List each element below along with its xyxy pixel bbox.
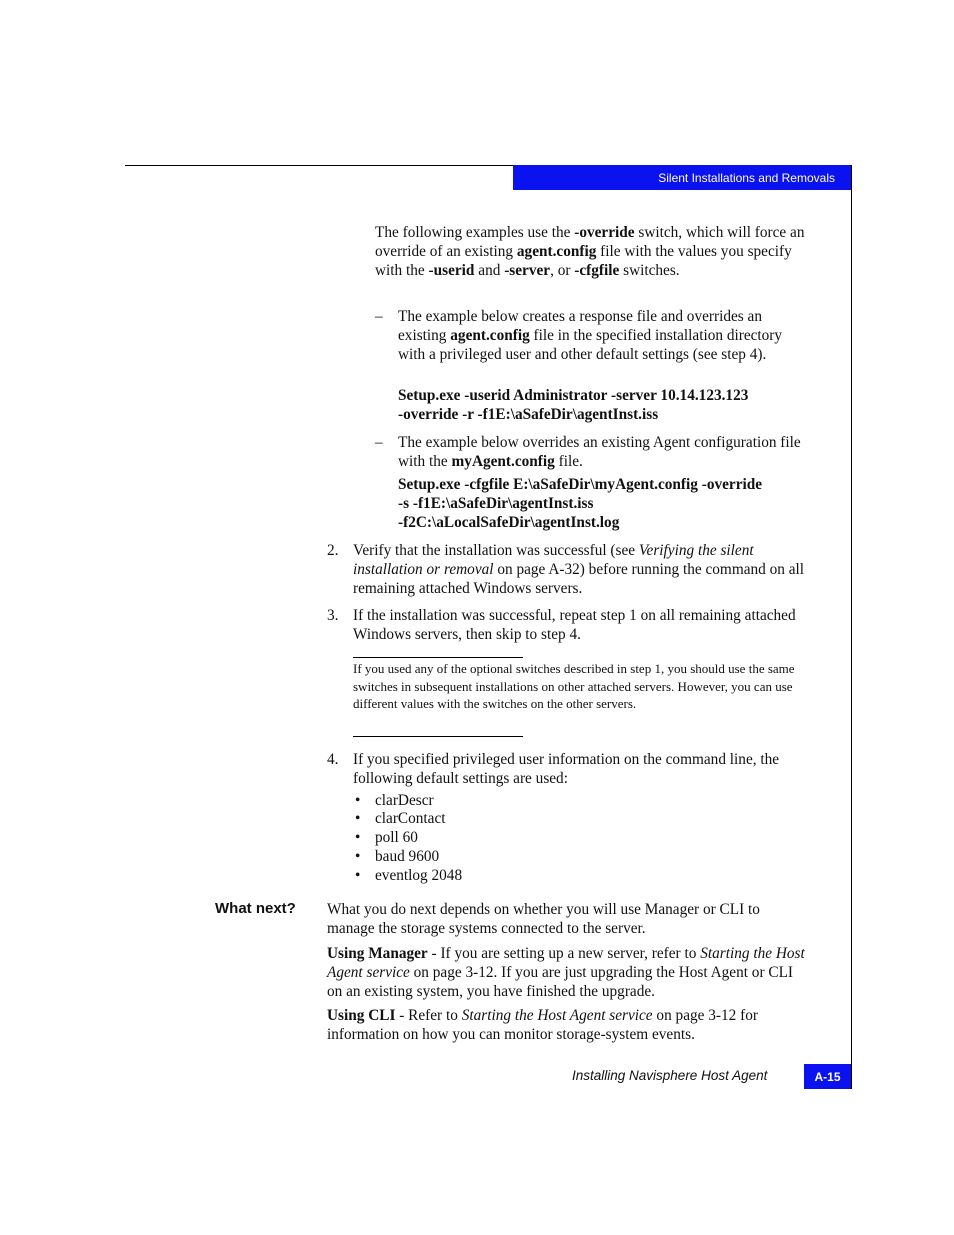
bullet: •	[355, 829, 361, 846]
list-dash: –	[375, 434, 383, 451]
list-item: clarContact	[375, 810, 446, 827]
page-number-tab	[804, 1064, 851, 1089]
note-bottom-rule	[353, 736, 523, 737]
intro-paragraph: The following examples use the -override switch, which will force an override of an existing agent.config file with the values you specify with the -userid and -server, or -cfgfile switches.	[375, 224, 805, 279]
list-dash: –	[375, 308, 383, 325]
what-next-heading: What next?	[215, 900, 296, 917]
using-manager-paragraph: Using Manager - If you are setting up a new server, refer to Starting the Host Agent service on page 3-12. If you are just upgrading the Host Agent or CLI on an existing system, you have finished the upgrade.	[327, 945, 805, 1000]
footer-title: Installing Navisphere Host Agent	[572, 1068, 768, 1083]
list-item: clarDescr	[375, 792, 434, 809]
step-number: 3.	[327, 607, 339, 624]
section-title-tab	[513, 165, 851, 190]
bullet: •	[355, 867, 361, 884]
example2-description: The example below overrides an existing Agent configuration file with the myAgent.config file.	[398, 434, 801, 470]
step-number: 4.	[327, 751, 339, 768]
section-title: Silent Installations and Removals	[658, 170, 835, 185]
margin-rule	[851, 165, 852, 1089]
step-number: 2.	[327, 542, 339, 559]
bullet: •	[355, 848, 361, 865]
step4-text: If you specified privileged user information on the command line, the following default settings are used:	[353, 751, 780, 787]
note-top-rule	[353, 657, 523, 658]
example2-command: Setup.exe -cfgfile E:\aSafeDir\myAgent.config -override -s -f1E:\aSafeDir\agentInst.iss -f2C:\aLocalSafeDir\agentInst.log	[398, 476, 763, 531]
page-number: A-15	[814, 1069, 841, 1084]
bullet: •	[355, 810, 361, 827]
step2-text: Verify that the installation was successful (see Verifying the silent installation or removal on page A-32) before running the command on all remaining attached Windows servers.	[353, 542, 805, 597]
step3-text: If the installation was successful, repeat step 1 on all remaining attached Windows servers, then skip to step 4.	[353, 607, 796, 643]
list-item: poll 60	[375, 829, 418, 846]
what-next-intro: What you do next depends on whether you will use Manager or CLI to manage the storage systems connected to the server.	[327, 901, 760, 937]
example1-command: Setup.exe -userid Administrator -server 10.14.123.123 -override -r -f1E:\aSafeDir\agentInst.iss	[398, 387, 749, 423]
list-item: eventlog 2048	[375, 867, 463, 884]
using-cli-paragraph: Using CLI - Refer to Starting the Host Agent service on page 3-12 for information on how you can monitor storage-system events.	[327, 1007, 758, 1043]
note-text: If you used any of the optional switches described in step 1, you should use the same switches in subsequent installations on other attached servers. However, you can use different values with the switches on the other servers.	[353, 661, 795, 711]
list-item: baud 9600	[375, 848, 440, 865]
example1-description: The example below creates a response file and overrides an existing agent.config file in the specified installation directory with a privileged user and other default settings (see step 4).	[398, 308, 783, 363]
bullet: •	[355, 792, 361, 809]
